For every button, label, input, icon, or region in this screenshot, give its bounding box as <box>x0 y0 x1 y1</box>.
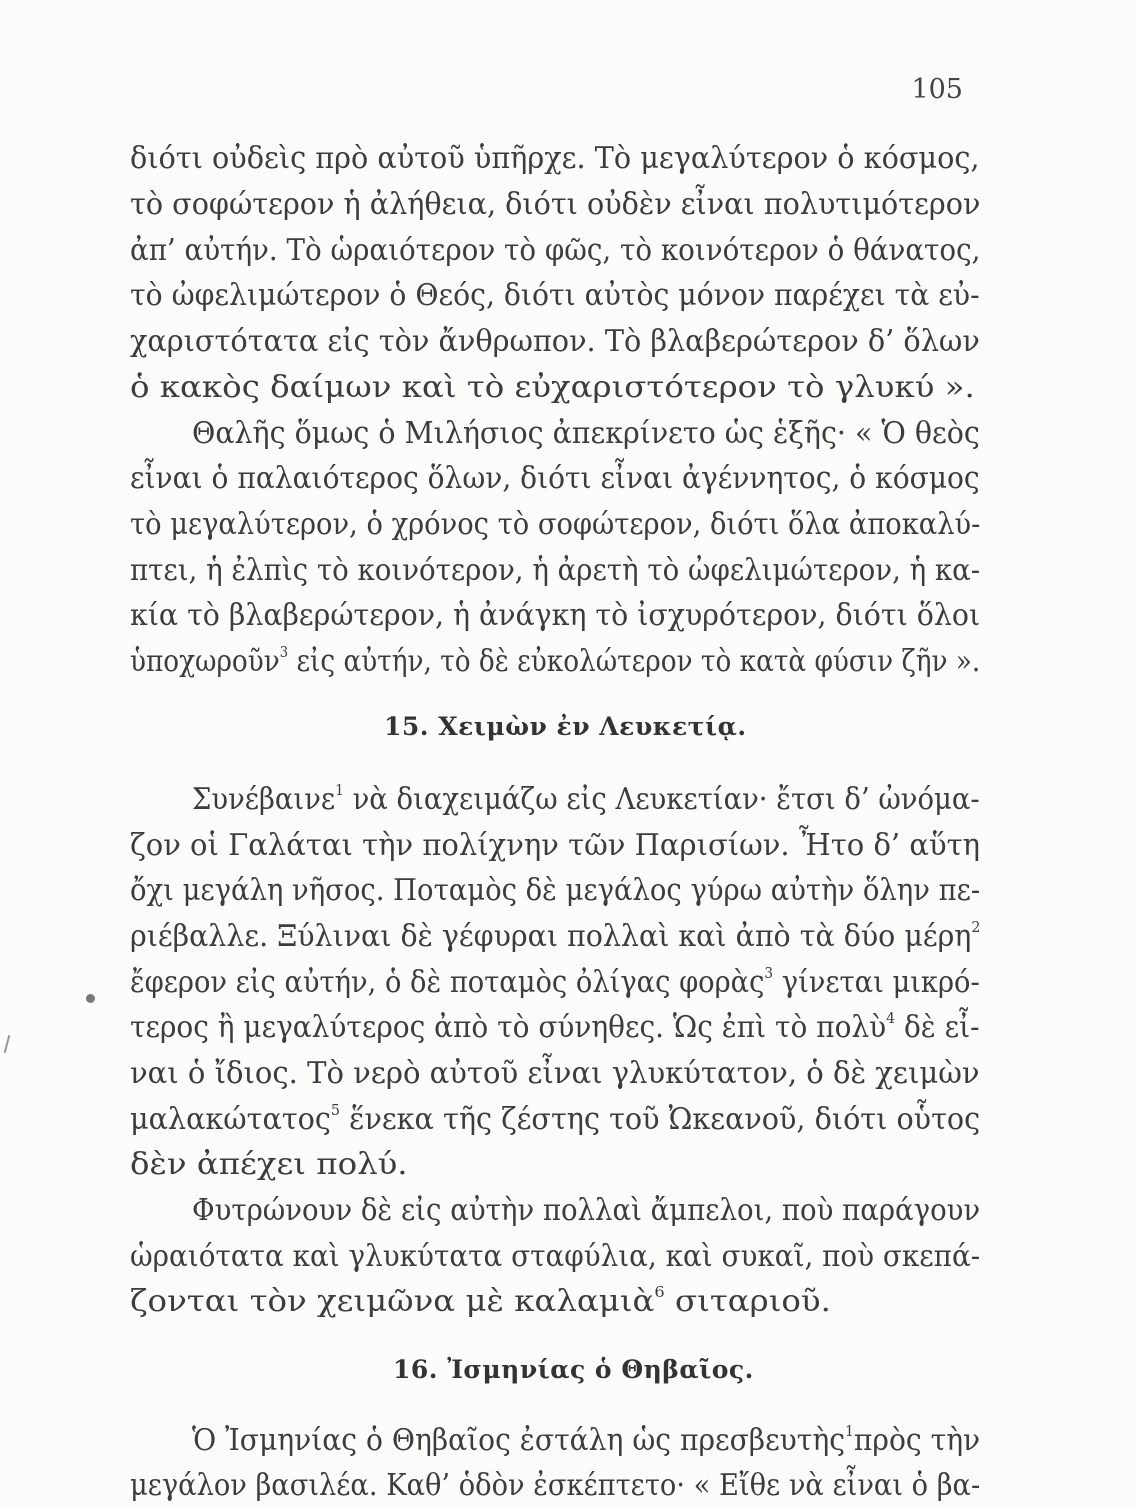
text-segment: νὰ διαχειμάζω εἰς Λευκετίαν· ἔτσι δ’ ὠνόμα- <box>352 782 980 817</box>
text-line: ὡραιότατα καὶ γλυκύτατα σταφύλια, καὶ συκαῖ, ποὺ σκεπά- <box>130 1239 981 1274</box>
text-line: τὸ ὠφελιμώτερον ὁ Θεός, διότι αὐτὸς μόνον παρέχει τὰ εὐ- <box>130 278 980 313</box>
text-segment: τερος ἢ μεγαλύτερος ἀπὸ τὸ σύνηθες. Ὡς ἐπὶ τὸ πολὺ <box>130 1010 887 1045</box>
text-line: ζον οἱ Γαλάται τὴν πολίχνην τῶν Παρισίων. Ἦτο δ’ αὕτη <box>130 828 981 863</box>
footnote-mark: 1 <box>335 781 344 799</box>
text-line: ναι ὁ ἴδιος. Τὸ νερὸ αὐτοῦ εἶναι γλυκύτατον, ὁ δὲ χειμὼν <box>130 1056 980 1091</box>
footnote-mark: 1 <box>844 1422 854 1440</box>
text-segment: πρὸς τὴν <box>853 1423 981 1458</box>
margin-mark <box>4 1035 11 1053</box>
text-segment: δὲ εἶ- <box>903 1010 980 1045</box>
text-line: Θαλῆς ὅμως ὁ Μιλήσιος ἀπεκρίνετο ὡς ἑξῆς· « Ὁ θεὸς <box>192 416 980 451</box>
text-line <box>192 1419 980 1463</box>
text-line <box>130 1098 980 1142</box>
text-line <box>192 778 980 822</box>
text-line <box>130 915 980 959</box>
text-line: δὲν ἀπέχει πολύ. <box>130 1147 408 1182</box>
text-segment: ὑποχωροῦν <box>130 644 280 679</box>
text-line <box>130 640 980 684</box>
footnote-mark: 2 <box>971 918 981 936</box>
section-heading-16: 16. Ἰσμηνίας ὁ Θηβαῖος. <box>393 1355 754 1384</box>
footnote-mark: 6 <box>654 1283 665 1301</box>
text-line: μεγάλον βασιλέα. Καθ’ ὁδὸν ἐσκέπτετο· « Εἴθε νὰ εἶναι ὁ βα- <box>130 1468 981 1503</box>
text-line: εἶναι ὁ παλαιότερος ὅλων, διότι εἶναι ἀγέννητος, ὁ κόσμος <box>130 461 980 496</box>
text-segment: μαλακώτατος <box>130 1102 331 1137</box>
text-line: διότι οὐδεὶς πρὸ αὐτοῦ ὑπῆρχε. Τὸ μεγαλύτερον ὁ κόσμος, <box>130 141 980 176</box>
text-segment: ζονται τὸν χειμῶνα μὲ καλαμιὰ <box>130 1284 655 1319</box>
text-line: χαριστότατα εἰς τὸν ἄνθρωπον. Τὸ βλαβερώτερον δ’ ὅλων <box>130 324 980 359</box>
text-line <box>130 1280 831 1324</box>
text-line: ὄχι μεγάλη νῆσος. Ποταμὸς δὲ μεγάλος γύρω αὐτὴν ὅλην πε- <box>130 873 981 908</box>
text-line: τὸ μεγαλύτερον, ὁ χρόνος τὸ σοφώτερον, διότι ὅλα ἀποκαλύ- <box>130 507 981 542</box>
text-segment: ριέβαλλε. Ξύλιναι δὲ γέφυραι πολλαὶ καὶ ἀπὸ τὰ δύο μέρη <box>130 919 972 954</box>
text-segment: Συνέβαινε <box>192 782 336 817</box>
footnote-mark: 3 <box>764 964 774 982</box>
section-heading-15: 15. Χειμὼν ἐν Λευκετίᾳ. <box>384 712 747 741</box>
text-line: τὸ σοφώτερον ἡ ἀλήθεια, διότι οὐδὲν εἶναι πολυτιμότερον <box>130 187 981 222</box>
text-line: κία τὸ βλαβερώτερον, ἡ ἀνάγκη τὸ ἰσχυρότερον, διότι ὅλοι <box>130 598 981 633</box>
text-segment: σιταριοῦ. <box>675 1284 831 1319</box>
text-segment: γίνεται μικρό- <box>781 965 980 1000</box>
text-line: ἀπ’ αὐτήν. Τὸ ὡραιότερον τὸ φῶς, τὸ κοινότερον ὁ θάνατος, <box>130 233 981 268</box>
text-segment: ἔφερον εἰς αὐτήν, ὁ δὲ ποταμὸς ὀλίγας φορὰς <box>130 965 765 1000</box>
text-segment: ἕνεκα τῆς ζέστης τοῦ Ὠκεανοῦ, διότι οὗτος <box>349 1102 981 1137</box>
text-line: Φυτρώνουν δὲ εἰς αὐτὴν πολλαὶ ἄμπελοι, ποὺ παράγουν <box>192 1193 981 1228</box>
text-line <box>130 1006 980 1050</box>
margin-speck <box>86 994 95 1003</box>
text-segment: Ὁ Ἰσμηνίας ὁ Θηβαῖος ἐστάλη ὡς πρεσβευτὴς <box>192 1423 845 1458</box>
footnote-mark: 3 <box>279 643 289 661</box>
page-number: 105 <box>911 74 963 105</box>
text-line: πτει, ἡ ἐλπὶς τὸ κοινότερον, ἡ ἀρετὴ τὸ ὠφελιμώτερον, ἡ κα- <box>130 553 981 588</box>
text-line <box>130 961 980 1005</box>
text-line: ὁ κακὸς δαίμων καὶ τὸ εὐχαριστότερον τὸ γλυκύ ». <box>130 370 975 405</box>
footnote-mark: 5 <box>330 1101 340 1119</box>
text-segment: εἰς αὐτήν, τὸ δὲ εὐκολώτερον τὸ κατὰ φύσιν ζῆν ». <box>296 644 981 679</box>
footnote-mark: 4 <box>886 1009 896 1027</box>
